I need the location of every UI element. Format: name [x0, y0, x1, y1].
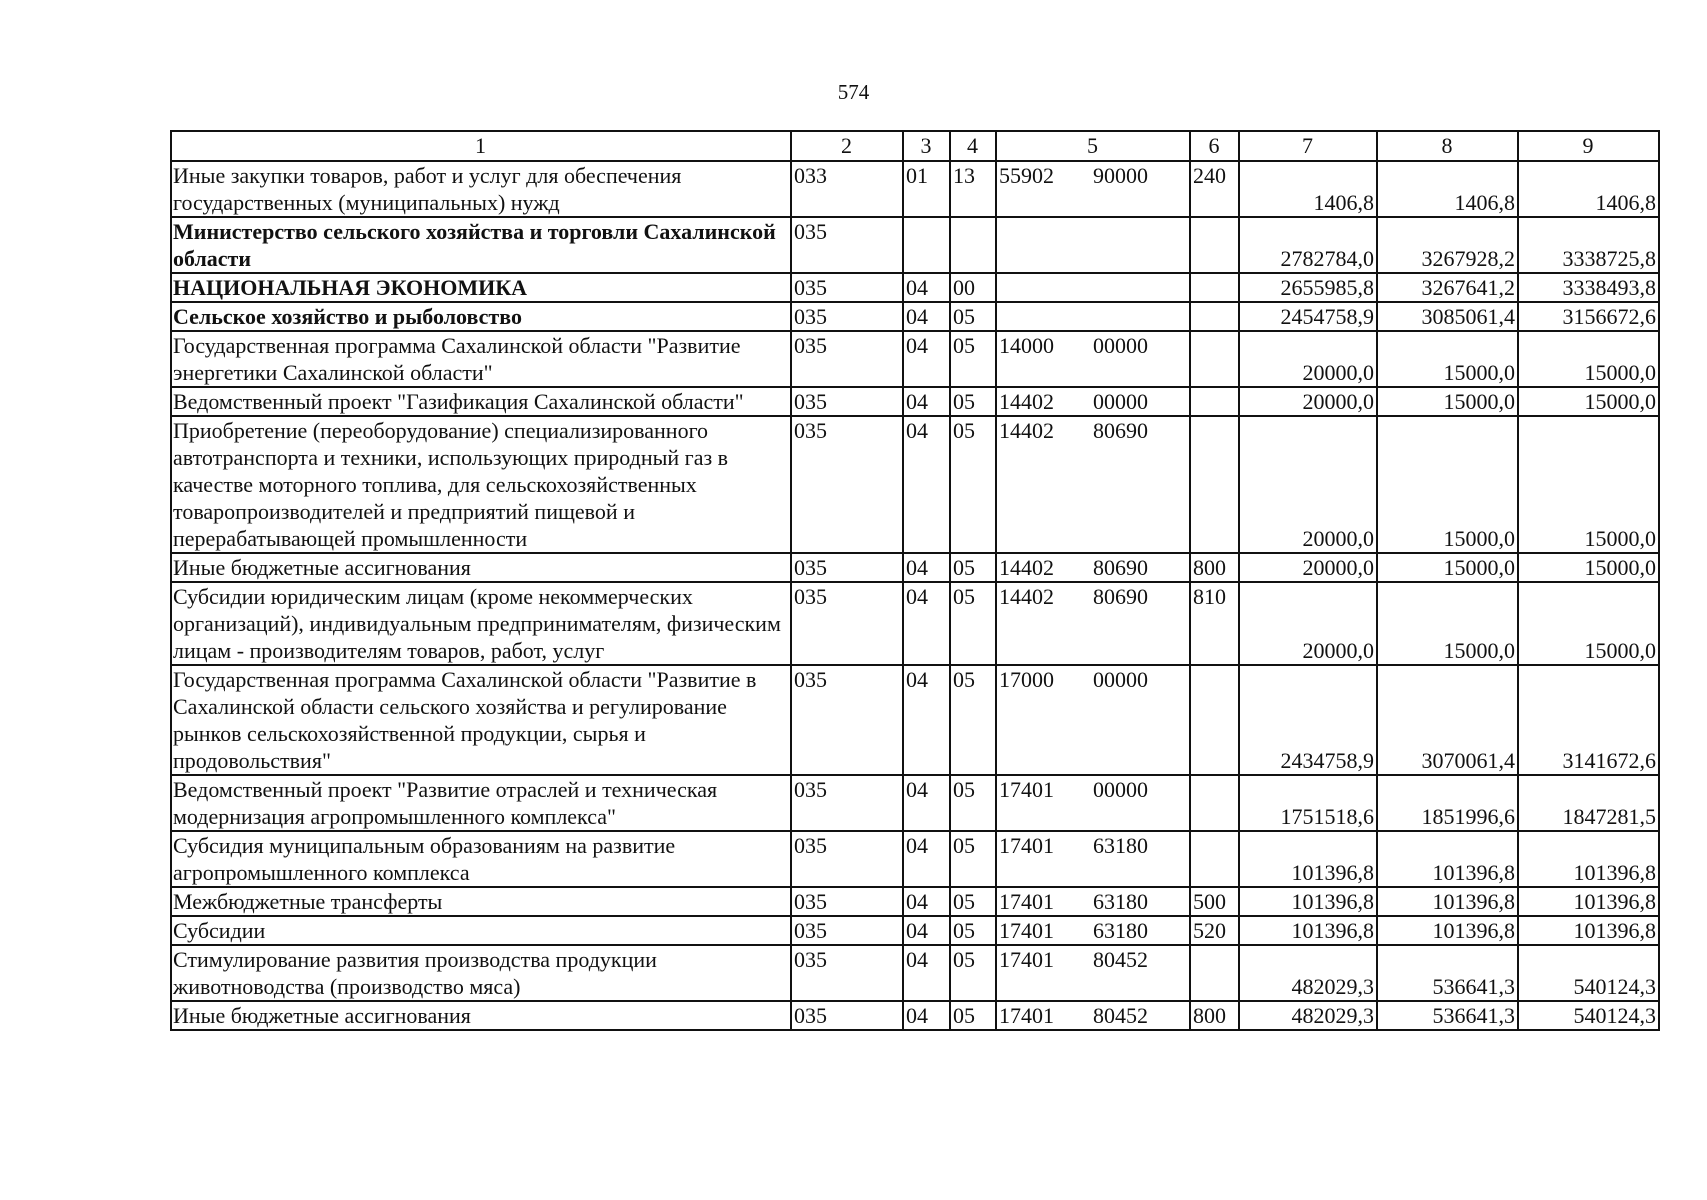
target-article-code: [996, 945, 1190, 1001]
target-article-code: [996, 387, 1190, 416]
section-code: 04: [903, 665, 950, 775]
table-row: [171, 582, 1659, 665]
row-name: Государственная программа Сахалинской области "Развитие в Сахалинской области сельского хозяйства и регулирование рынков сельскохозяйственной продукции, сырья и продовольствия": [171, 665, 791, 775]
table-row: [171, 916, 1659, 945]
subsection-code: 13: [950, 161, 996, 217]
amount-col-8: 3070061,4: [1377, 665, 1518, 775]
section-code: 04: [903, 945, 950, 1001]
target-article-direction: 80690: [1093, 555, 1148, 580]
expense-type-code: [1190, 331, 1239, 387]
row-name: Иные закупки товаров, работ и услуг для обеспечения государственных (муниципальных) нужд: [171, 161, 791, 217]
amount-col-7: 2434758,9: [1239, 665, 1377, 775]
table-row: [171, 887, 1659, 916]
subsection-code: 00: [950, 273, 996, 302]
expense-type-code: [1190, 665, 1239, 775]
target-article-code: [996, 331, 1190, 387]
table-row: [171, 553, 1659, 582]
table-row: [171, 416, 1659, 553]
target-article-direction: 80690: [1093, 418, 1148, 443]
target-article-program: 17000: [999, 667, 1054, 692]
section-code: 04: [903, 831, 950, 887]
target-article-program: 14402: [999, 418, 1054, 443]
amount-col-9: 101396,8: [1518, 831, 1659, 887]
admin-code: 035: [791, 273, 903, 302]
amount-col-8: 101396,8: [1377, 831, 1518, 887]
table-row: [171, 665, 1659, 775]
subsection-code: 05: [950, 831, 996, 887]
expense-type-code: [1190, 217, 1239, 273]
expense-type-code: 520: [1190, 916, 1239, 945]
section-code: 04: [903, 916, 950, 945]
subsection-code: 05: [950, 775, 996, 831]
row-name: Сельское хозяйство и рыболовство: [171, 302, 791, 331]
target-article-code: [996, 831, 1190, 887]
amount-col-9: 15000,0: [1518, 331, 1659, 387]
amount-col-7: 1751518,6: [1239, 775, 1377, 831]
column-header: 3: [903, 131, 950, 161]
expense-type-code: [1190, 273, 1239, 302]
row-name: НАЦИОНАЛЬНАЯ ЭКОНОМИКА: [171, 273, 791, 302]
admin-code: 035: [791, 582, 903, 665]
table-row: [171, 945, 1659, 1001]
target-article-direction: 80452: [1093, 947, 1148, 972]
target-article-direction: 00000: [1093, 777, 1148, 802]
amount-col-7: 101396,8: [1239, 916, 1377, 945]
expense-type-code: [1190, 387, 1239, 416]
section-code: 04: [903, 416, 950, 553]
amount-col-9: 101396,8: [1518, 887, 1659, 916]
expense-type-code: [1190, 302, 1239, 331]
target-article-direction: 00000: [1093, 333, 1148, 358]
amount-col-9: 3338493,8: [1518, 273, 1659, 302]
amount-col-8: 101396,8: [1377, 887, 1518, 916]
amount-col-9: 540124,3: [1518, 945, 1659, 1001]
subsection-code: 05: [950, 665, 996, 775]
target-article-program: 14000: [999, 333, 1054, 358]
row-name: Ведомственный проект "Газификация Сахалинской области": [171, 387, 791, 416]
target-article-direction: 80690: [1093, 584, 1148, 609]
amount-col-7: 101396,8: [1239, 887, 1377, 916]
admin-code: 035: [791, 553, 903, 582]
table-body: [171, 161, 1659, 1030]
subsection-code: 05: [950, 387, 996, 416]
amount-col-7: 2454758,9: [1239, 302, 1377, 331]
admin-code: 035: [791, 831, 903, 887]
amount-col-9: 3141672,6: [1518, 665, 1659, 775]
target-article-direction: 90000: [1093, 163, 1148, 188]
section-code: 04: [903, 775, 950, 831]
subsection-code: 05: [950, 916, 996, 945]
table-row: [171, 831, 1659, 887]
target-article-code: [996, 775, 1190, 831]
expense-type-code: [1190, 416, 1239, 553]
column-header: 9: [1518, 131, 1659, 161]
subsection-code: [950, 217, 996, 273]
admin-code: 035: [791, 945, 903, 1001]
amount-col-8: 536641,3: [1377, 1001, 1518, 1030]
amount-col-9: 1847281,5: [1518, 775, 1659, 831]
target-article-direction: 63180: [1093, 889, 1148, 914]
table-row: [171, 302, 1659, 331]
row-name: Субсидии юридическим лицам (кроме некоммерческих организаций), индивидуальным предпринимателям, физическим лицам - производителям товаров, работ, услуг: [171, 582, 791, 665]
expense-type-code: 500: [1190, 887, 1239, 916]
amount-col-8: 536641,3: [1377, 945, 1518, 1001]
admin-code: 035: [791, 302, 903, 331]
section-code: 04: [903, 887, 950, 916]
amount-col-8: 3267928,2: [1377, 217, 1518, 273]
target-article-program: 55902: [999, 163, 1054, 188]
target-article-program: 17401: [999, 889, 1054, 914]
amount-col-9: 1406,8: [1518, 161, 1659, 217]
column-header: 7: [1239, 131, 1377, 161]
target-article-code: [996, 416, 1190, 553]
amount-col-7: 2655985,8: [1239, 273, 1377, 302]
table-row: [171, 331, 1659, 387]
amount-col-7: 20000,0: [1239, 582, 1377, 665]
target-article-program: 14402: [999, 555, 1054, 580]
table-row: [171, 273, 1659, 302]
table-row: [171, 1001, 1659, 1030]
target-article-code: [996, 916, 1190, 945]
column-header: 5: [996, 131, 1190, 161]
subsection-code: 05: [950, 945, 996, 1001]
row-name: Министерство сельского хозяйства и торговли Сахалинской области: [171, 217, 791, 273]
amount-col-8: 15000,0: [1377, 387, 1518, 416]
target-article-program: 17401: [999, 1003, 1054, 1028]
admin-code: 033: [791, 161, 903, 217]
column-header: 6: [1190, 131, 1239, 161]
admin-code: 035: [791, 665, 903, 775]
amount-col-7: 20000,0: [1239, 553, 1377, 582]
target-article-program: 14402: [999, 389, 1054, 414]
row-name: Иные бюджетные ассигнования: [171, 1001, 791, 1030]
subsection-code: 05: [950, 887, 996, 916]
section-code: 04: [903, 387, 950, 416]
header-row: [171, 131, 1659, 161]
expense-type-code: 810: [1190, 582, 1239, 665]
amount-col-9: 101396,8: [1518, 916, 1659, 945]
subsection-code: 05: [950, 302, 996, 331]
amount-col-7: 2782784,0: [1239, 217, 1377, 273]
target-article-code: [996, 553, 1190, 582]
target-article-code: [996, 887, 1190, 916]
table-row: [171, 775, 1659, 831]
amount-col-8: 15000,0: [1377, 331, 1518, 387]
row-name: Иные бюджетные ассигнования: [171, 553, 791, 582]
subsection-code: 05: [950, 416, 996, 553]
section-code: 04: [903, 1001, 950, 1030]
target-article-code: [996, 302, 1190, 331]
amount-col-7: 20000,0: [1239, 331, 1377, 387]
amount-col-9: 15000,0: [1518, 553, 1659, 582]
section-code: 04: [903, 331, 950, 387]
expense-type-code: 240: [1190, 161, 1239, 217]
target-article-program: 17401: [999, 833, 1054, 858]
target-article-code: [996, 665, 1190, 775]
target-article-code: [996, 217, 1190, 273]
amount-col-7: 20000,0: [1239, 416, 1377, 553]
target-article-direction: 63180: [1093, 833, 1148, 858]
amount-col-8: 15000,0: [1377, 582, 1518, 665]
amount-col-9: 15000,0: [1518, 416, 1659, 553]
amount-col-7: 482029,3: [1239, 945, 1377, 1001]
amount-col-8: 3085061,4: [1377, 302, 1518, 331]
expense-type-code: 800: [1190, 1001, 1239, 1030]
amount-col-8: 3267641,2: [1377, 273, 1518, 302]
admin-code: 035: [791, 916, 903, 945]
row-name: Стимулирование развития производства продукции животноводства (производство мяса): [171, 945, 791, 1001]
row-name: Государственная программа Сахалинской области "Развитие энергетики Сахалинской области": [171, 331, 791, 387]
admin-code: 035: [791, 775, 903, 831]
row-name: Ведомственный проект "Развитие отраслей и техническая модернизация агропромышленного комплекса": [171, 775, 791, 831]
row-name: Приобретение (переоборудование) специализированного автотранспорта и техники, использующих природный газ в качестве моторного топлива, для сельскохозяйственных товаропроизводителей и предприятий пищевой и перерабатывающей промышленности: [171, 416, 791, 553]
table-row: [171, 217, 1659, 273]
expense-type-code: [1190, 775, 1239, 831]
target-article-direction: 63180: [1093, 918, 1148, 943]
admin-code: 035: [791, 331, 903, 387]
column-header: 8: [1377, 131, 1518, 161]
column-header: 4: [950, 131, 996, 161]
amount-col-9: 15000,0: [1518, 387, 1659, 416]
admin-code: 035: [791, 387, 903, 416]
admin-code: 035: [791, 1001, 903, 1030]
section-code: 04: [903, 302, 950, 331]
section-code: 01: [903, 161, 950, 217]
page-number: 574: [837, 80, 870, 104]
row-name: Межбюджетные трансферты: [171, 887, 791, 916]
amount-col-9: 3338725,8: [1518, 217, 1659, 273]
expense-type-code: 800: [1190, 553, 1239, 582]
expense-type-code: [1190, 945, 1239, 1001]
subsection-code: 05: [950, 331, 996, 387]
subsection-code: 05: [950, 582, 996, 665]
amount-col-9: 540124,3: [1518, 1001, 1659, 1030]
admin-code: 035: [791, 887, 903, 916]
table-row: [171, 387, 1659, 416]
admin-code: 035: [791, 416, 903, 553]
section-code: 04: [903, 273, 950, 302]
amount-col-7: 482029,3: [1239, 1001, 1377, 1030]
amount-col-7: 20000,0: [1239, 387, 1377, 416]
amount-col-8: 15000,0: [1377, 416, 1518, 553]
target-article-direction: 00000: [1093, 667, 1148, 692]
amount-col-9: 15000,0: [1518, 582, 1659, 665]
amount-col-7: 1406,8: [1239, 161, 1377, 217]
section-code: 04: [903, 582, 950, 665]
expense-type-code: [1190, 831, 1239, 887]
target-article-direction: 80452: [1093, 1003, 1148, 1028]
subsection-code: 05: [950, 1001, 996, 1030]
column-header: 2: [791, 131, 903, 161]
table-row: [171, 161, 1659, 217]
target-article-program: 17401: [999, 947, 1054, 972]
amount-col-8: 101396,8: [1377, 916, 1518, 945]
target-article-direction: 00000: [1093, 389, 1148, 414]
section-code: [903, 217, 950, 273]
section-code: 04: [903, 553, 950, 582]
column-header: 1: [171, 131, 791, 161]
target-article-program: 17401: [999, 777, 1054, 802]
row-name: Субсидия муниципальным образованиям на развитие агропромышленного комплекса: [171, 831, 791, 887]
amount-col-8: 1851996,6: [1377, 775, 1518, 831]
target-article-program: 14402: [999, 584, 1054, 609]
amount-col-8: 15000,0: [1377, 553, 1518, 582]
amount-col-8: 1406,8: [1377, 161, 1518, 217]
budget-table: [170, 130, 1660, 1031]
target-article-code: [996, 273, 1190, 302]
target-article-code: [996, 1001, 1190, 1030]
subsection-code: 05: [950, 553, 996, 582]
amount-col-7: 101396,8: [1239, 831, 1377, 887]
target-article-program: 17401: [999, 918, 1054, 943]
admin-code: 035: [791, 217, 903, 273]
target-article-code: [996, 582, 1190, 665]
target-article-code: [996, 161, 1190, 217]
row-name: Субсидии: [171, 916, 791, 945]
amount-col-9: 3156672,6: [1518, 302, 1659, 331]
